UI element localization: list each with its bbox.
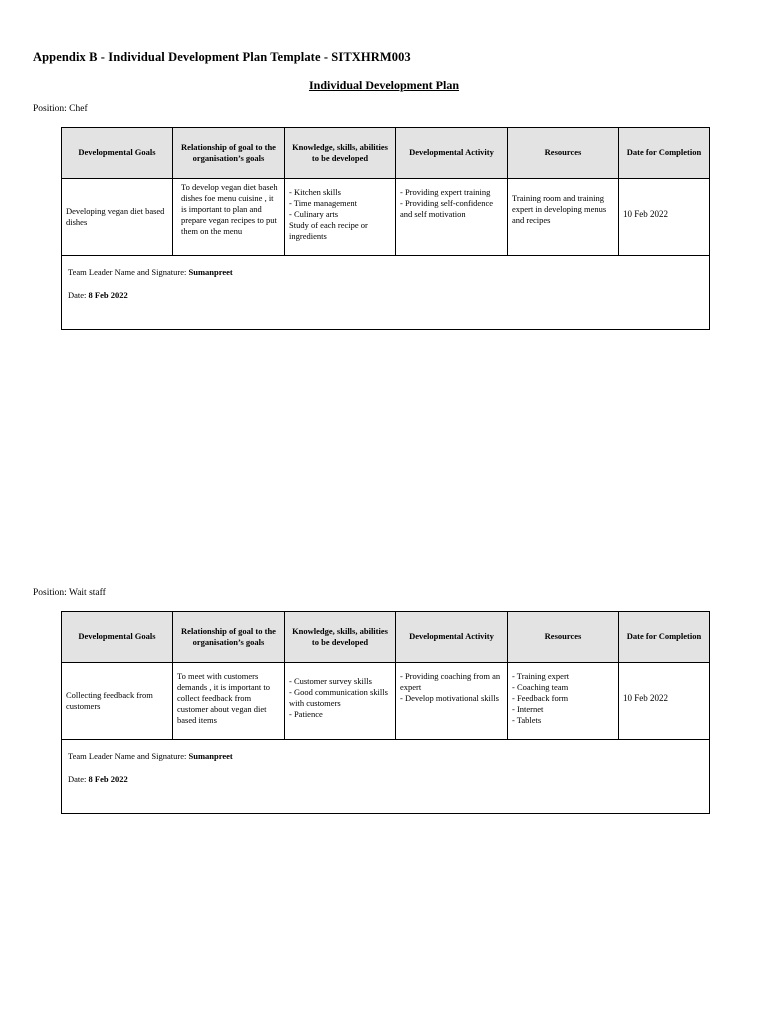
header-resources: Resources xyxy=(508,612,619,663)
cell-developmental-activity: - Providing expert training - Providing self-confidence and self motivation xyxy=(396,179,508,256)
cell-relationship: To develop vegan diet baseh dishes foe menu cuisine , it is important to plan and prepare vegan recipes to put them on the menu xyxy=(173,179,285,256)
header-knowledge-skills: Knowledge, skills, abilities to be developed xyxy=(285,128,396,179)
team-leader-signature: Team Leader Name and Signature: Sumanpreet xyxy=(68,267,233,277)
signature-name: Sumanpreet xyxy=(188,751,233,761)
table-row xyxy=(62,179,710,256)
table-header-row xyxy=(62,612,710,663)
header-resources: Resources xyxy=(508,128,619,179)
document-title: Appendix B - Individual Development Plan Template - SITXHRM003 xyxy=(33,50,411,64)
header-date-for-completion: Date for Completion xyxy=(619,612,710,663)
position-label: Position: Wait staff xyxy=(33,588,106,598)
cell-completion-date: 10 Feb 2022 xyxy=(619,179,710,256)
signature-date: Date: 8 Feb 2022 xyxy=(68,290,128,301)
date-value: 8 Feb 2022 xyxy=(88,290,128,301)
header-developmental-activity: Developmental Activity xyxy=(396,128,508,179)
cell-completion-date: 10 Feb 2022 xyxy=(619,663,710,740)
cell-resources: - Training expert - Coaching team - Feedback form - Internet - Tablets xyxy=(508,663,619,740)
signature-row xyxy=(62,740,710,814)
signature-row xyxy=(62,256,710,330)
team-leader-signature: Team Leader Name and Signature: Sumanpreet xyxy=(68,751,233,761)
cell-relationship: To meet with customers demands , it is important to collect feedback from customer about vegan diet based items xyxy=(173,663,285,740)
signature-date: Date: 8 Feb 2022 xyxy=(68,774,128,785)
signature-cell xyxy=(62,740,710,814)
header-developmental-activity: Developmental Activity xyxy=(396,612,508,663)
cell-resources: Training room and training expert in developing menus and recipes xyxy=(508,179,619,256)
cell-developmental-goal: Collecting feedback from customers xyxy=(62,663,173,740)
header-relationship-to-goals: Relationship of goal to the organisation’s goals xyxy=(173,612,285,663)
table-row xyxy=(62,663,710,740)
header-knowledge-skills: Knowledge, skills, abilities to be developed xyxy=(285,612,396,663)
signature-name: Sumanpreet xyxy=(188,267,233,277)
signature-cell xyxy=(62,256,710,330)
cell-knowledge-skills: - Kitchen skills - Time management - Culinary arts Study of each recipe or ingredients xyxy=(285,179,396,256)
cell-knowledge-skills: - Customer survey skills - Good communication skills with customers - Patience xyxy=(285,663,396,740)
cell-developmental-goal: Developing vegan diet based dishes xyxy=(62,179,173,256)
date-value: 8 Feb 2022 xyxy=(88,774,128,785)
development-plan-table xyxy=(61,127,710,330)
cell-developmental-activity: - Providing coaching from an expert - Develop motivational skills xyxy=(396,663,508,740)
plan-title: Individual Development Plan xyxy=(308,78,460,92)
position-label: Position: Chef xyxy=(33,104,88,114)
header-date-for-completion: Date for Completion xyxy=(619,128,710,179)
header-developmental-goals: Developmental Goals xyxy=(62,612,173,663)
development-plan-table xyxy=(61,611,710,814)
header-developmental-goals: Developmental Goals xyxy=(62,128,173,179)
table-header-row xyxy=(62,128,710,179)
header-relationship-to-goals: Relationship of goal to the organisation’s goals xyxy=(173,128,285,179)
